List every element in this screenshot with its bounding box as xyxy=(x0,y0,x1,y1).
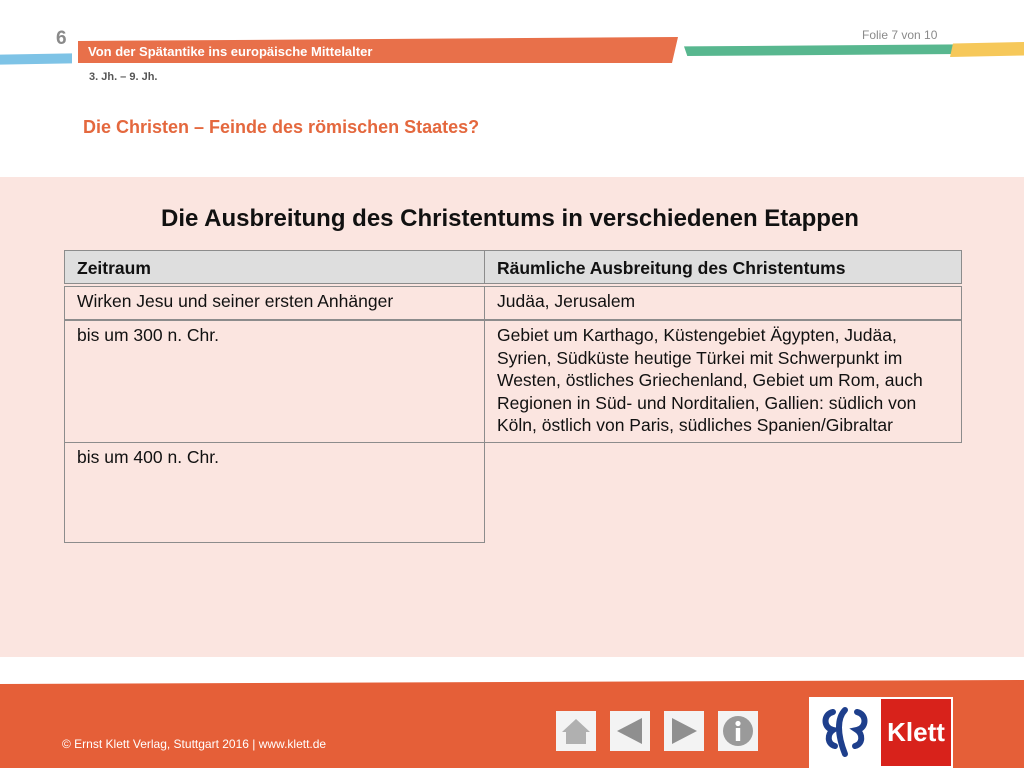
table-header-row xyxy=(64,250,962,284)
table-cell-period: bis um 300 n. Chr. xyxy=(64,320,485,443)
header-stripe-yellow xyxy=(950,42,1024,57)
home-icon xyxy=(560,715,592,747)
chapter-title: Von der Spätantike ins europäische Mittelalter xyxy=(88,44,373,59)
column-header-period: Zeitraum xyxy=(64,250,485,284)
slide-counter: Folie 7 von 10 xyxy=(862,28,938,42)
header-stripe-blue xyxy=(0,53,72,64)
arrow-left-icon xyxy=(614,715,646,747)
previous-slide-button[interactable] xyxy=(610,711,650,751)
info-icon xyxy=(721,714,755,748)
table-cell-expansion xyxy=(484,442,962,543)
table-row xyxy=(64,442,962,543)
page-title: Die Ausbreitung des Christentums in verschiedenen Etappen xyxy=(161,205,859,232)
table-row xyxy=(64,286,962,320)
table-cell-period: bis um 400 n. Chr. xyxy=(64,442,485,543)
info-button[interactable] xyxy=(718,711,758,751)
klett-wordmark: Klett xyxy=(887,717,945,747)
chapter-number: 6 xyxy=(56,28,67,49)
klett-wordmark-box xyxy=(881,699,951,766)
table-cell-expansion: Gebiet um Karthago, Küstengebiet Ägypten, Judäa, Syrien, Südküste heutige Türkei mit Schwerpunkt im Westen, östliches Griechenland, Gebiet um Rom, auch Regionen in Süd- und Norditalien, Gallien: südlich von Köln, östlich von Paris, südliches Spanien/Gibraltar xyxy=(484,320,962,443)
next-slide-button[interactable] xyxy=(664,711,704,751)
home-button[interactable] xyxy=(556,711,596,751)
column-header-expansion: Räumliche Ausbreitung des Christentums xyxy=(484,250,962,284)
period-label: 3. Jh. – 9. Jh. xyxy=(89,71,158,83)
arrow-right-icon xyxy=(668,715,700,747)
expansion-table xyxy=(64,250,962,543)
klett-clover-icon xyxy=(811,699,879,766)
copyright-text: © Ernst Klett Verlag, Stuttgart 2016 | www.klett.de xyxy=(62,737,327,751)
table-cell-period: Wirken Jesu und seiner ersten Anhänger xyxy=(64,286,485,320)
klett-logo[interactable] xyxy=(809,697,953,768)
table-cell-expansion: Judäa, Jerusalem xyxy=(484,286,962,320)
table-row xyxy=(64,320,962,442)
lesson-title: Die Christen – Feinde des römischen Staates? xyxy=(83,117,480,137)
